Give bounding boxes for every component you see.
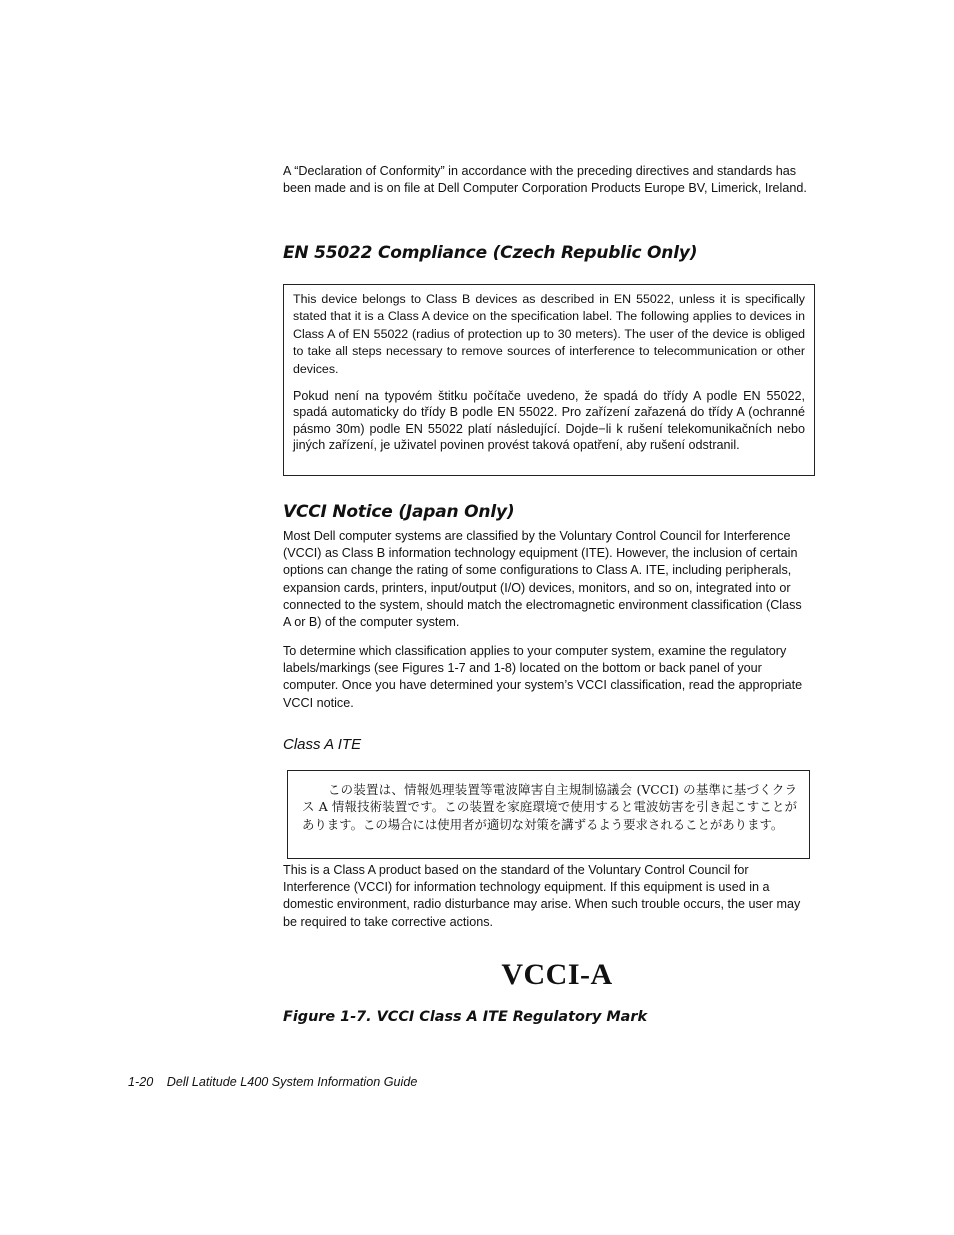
en55022-english-text: This device belongs to Class B devices as described in EN 55022, unless it is specifically stated that it is a Class A device on the specification label. The following applies to devices in Class A of EN 55022 (radius of protection up to 30 meters). The user of the device is obliged to take all steps necessary to remove sources of interference to telecommunication or other devices. [293, 292, 805, 376]
en55022-heading-wrap [283, 242, 811, 264]
japanese-notice-text: この装置は、情報処理装置等電波障害自主規制協議会 (VCCI) の基準に基づくクラス A 情報技術装置です。この装置を家庭環境で使用すると電波妨害を引き起こすことがあります。この場合には使用者が適切な対策を講ずるよう要求されることがあります。 [302, 782, 797, 832]
intro-paragraph: A “Declaration of Conformity” in accordance with the preceding directives and standards has been made and is on file at Dell Computer Corporation Products Europe BV, Limerick, Ireland. [283, 164, 807, 196]
guide-title: Dell Latitude L400 System Information Guide [166, 1075, 418, 1089]
figure-caption: Figure 1-7. VCCI Class A ITE Regulatory Mark [283, 1009, 648, 1025]
en55022-czech-text: Pokud není na typovém štitku počítače uvedeno, že spadá do třídy A podle EN 55022, spadá automaticky do třídy B podle EN 55022. Pro zařízení zařazená do třídy A (ochranné pásmo 30m) podle EN 55022 platí následující. Dojde−li k rušení telekomunikačních nebo jiných zařízení, je uživatel povinen provést taková opatření, aby rušení odstranil. [293, 389, 805, 453]
en55022-notice-box [283, 284, 815, 476]
class-a-heading: Class A ITE [283, 736, 362, 753]
page-number: 1-20 [128, 1075, 154, 1089]
class-a-translation: This is a Class A product based on the standard of the Voluntary Control Council for Interference (VCCI) for information technology equipment. If this equipment is used in a domestic environment, radio disturbance may arise. When such trouble occurs, the user may be required to take corrective actions. [283, 863, 801, 929]
vcci-heading: VCCI Notice (Japan Only) [283, 502, 515, 522]
vcci-heading-wrap [283, 501, 811, 523]
vcci-a-regulatory-mark: VCCI-A [501, 958, 613, 991]
vcci-paragraph-1-wrap [283, 528, 811, 631]
class-a-translation-wrap [283, 862, 811, 931]
intro-section [283, 163, 811, 197]
en55022-heading: EN 55022 Compliance (Czech Republic Only) [283, 243, 698, 263]
vcci-paragraph-1: Most Dell computer systems are classified by the Voluntary Control Council for Interference (VCCI) as Class B information technology equipment (ITE). However, the inclusion of certain options can change the rating of some configurations to Class A. ITE, including peripherals, expansion cards, printers, input/output (I/O) devices, monitors, and so on, integrated into or connected to the system, should match the electromagnetic environment classification (Class A or B) of the computer system. [283, 529, 802, 630]
class-a-heading-wrap [283, 735, 811, 755]
vcci-paragraph-2-wrap [283, 643, 811, 712]
japanese-notice-box [287, 770, 810, 859]
page-footer [128, 1073, 417, 1091]
vcci-paragraph-2: To determine which classification applies to your computer system, examine the regulatory labels/markings (see Figures 1-7 and 1-8) located on the bottom or back panel of your computer. Once you have determined your system’s VCCI classification, read the appropriate VCCI notice. [283, 644, 803, 710]
